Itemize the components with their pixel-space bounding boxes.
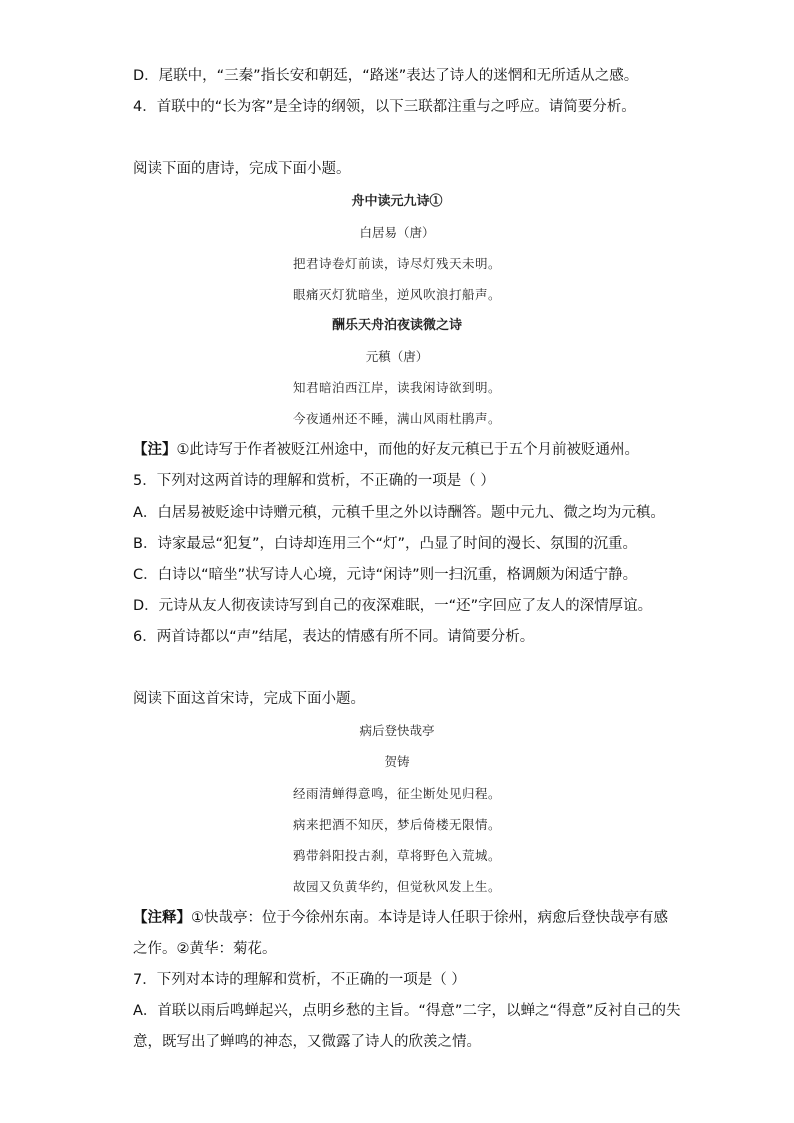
question-7: 7．下列对本诗的理解和赏析，不正确的一项是（ ）	[133, 972, 466, 988]
poem1-line-2: 眼痛灭灯犹暗坐，逆风吹浪打船声。	[292, 287, 501, 302]
note-tag: 【注】	[133, 442, 177, 458]
note-song-line-2: 之作。②黄华：菊花。	[133, 941, 277, 957]
note-tang	[133, 440, 639, 460]
poem2-line-2: 今夜通州还不睡，满山风雨杜鹃声。	[292, 411, 501, 426]
poem3-line-2: 病来把酒不知厌，梦后倚楼无限情。	[292, 817, 501, 832]
note-text: ①快哉亭：位于今徐州东南。本诗是诗人任职于徐州，病愈后登快哉亭有感	[191, 910, 668, 926]
poem3-line-4: 故园又负黄华约，但觉秋风发上生。	[292, 879, 501, 894]
poem3-line-1: 经雨清蝉得意鸣，征尘断处见归程。	[292, 786, 501, 801]
poem2-line-1: 知君暗泊西江岸，读我闲诗欲到明。	[292, 380, 501, 395]
poem2-author: 元稹（唐）	[365, 349, 429, 364]
note-tag: 【注释】	[133, 910, 191, 926]
poem2-title: 酬乐天舟泊夜读微之诗	[331, 318, 462, 333]
poem1-line-1: 把君诗卷灯前读，诗尽灯残天未明。	[292, 256, 501, 271]
poem1-author: 白居易（唐）	[359, 225, 435, 240]
q5-option-a: A．白居易被贬途中诗赠元稹，元稹千里之外以诗酬答。题中元九、微之均为元稹。	[133, 505, 665, 521]
note-song-line-1	[133, 908, 668, 928]
poem3-author: 贺铸	[384, 754, 410, 769]
q5-option-b: B．诗家最忌“犯复”，白诗却连用三个“灯”，凸显了时间的漫长、氛围的沉重。	[133, 536, 637, 552]
note-text: ①此诗写于作者被贬江州途中，而他的好友元稹已于五个月前被贬通州。	[176, 442, 639, 458]
q7-option-a-line-1: A．首联以雨后鸣蝉起兴，点明乡愁的主旨。“得意”二字，以蝉之“得意”反衬自己的失	[133, 1003, 681, 1019]
q5-option-c: C．白诗以“暗坐”状写诗人心境，元诗“闲诗”则一扫沉重，格调颇为闲适宁静。	[133, 567, 638, 583]
question-4: 4．首联中的“长为客”是全诗的纲领，以下三联都注重与之呼应。请简要分析。	[133, 99, 636, 115]
option-d-text: D．尾联中，“三秦”指长安和朝廷，“路迷”表达了诗人的迷惘和无所适从之感。	[133, 68, 639, 84]
q5-option-d: D．元诗从友人彻夜读诗写到自己的夜深难眠，一“还”字回应了友人的深情厚谊。	[133, 598, 653, 614]
question-5: 5．下列对这两首诗的理解和赏析，不正确的一项是（ ）	[133, 473, 495, 489]
question-6: 6．两首诗都以“声”结尾，表达的情感有所不同。请简要分析。	[133, 629, 535, 645]
reading-intro-tang: 阅读下面的唐诗，完成下面小题。	[133, 161, 351, 177]
poem3-line-3: 鸦带斜阳投古刹，草将野色入荒城。	[292, 848, 501, 863]
reading-intro-song: 阅读下面这首宋诗，完成下面小题。	[133, 691, 365, 707]
poem1-title: 舟中读元九诗①	[351, 194, 443, 209]
poem3-title: 病后登快哉亭	[359, 723, 435, 738]
q7-option-a-line-2: 意，既写出了蝉鸣的神态，又微露了诗人的欣羡之情。	[133, 1034, 481, 1050]
